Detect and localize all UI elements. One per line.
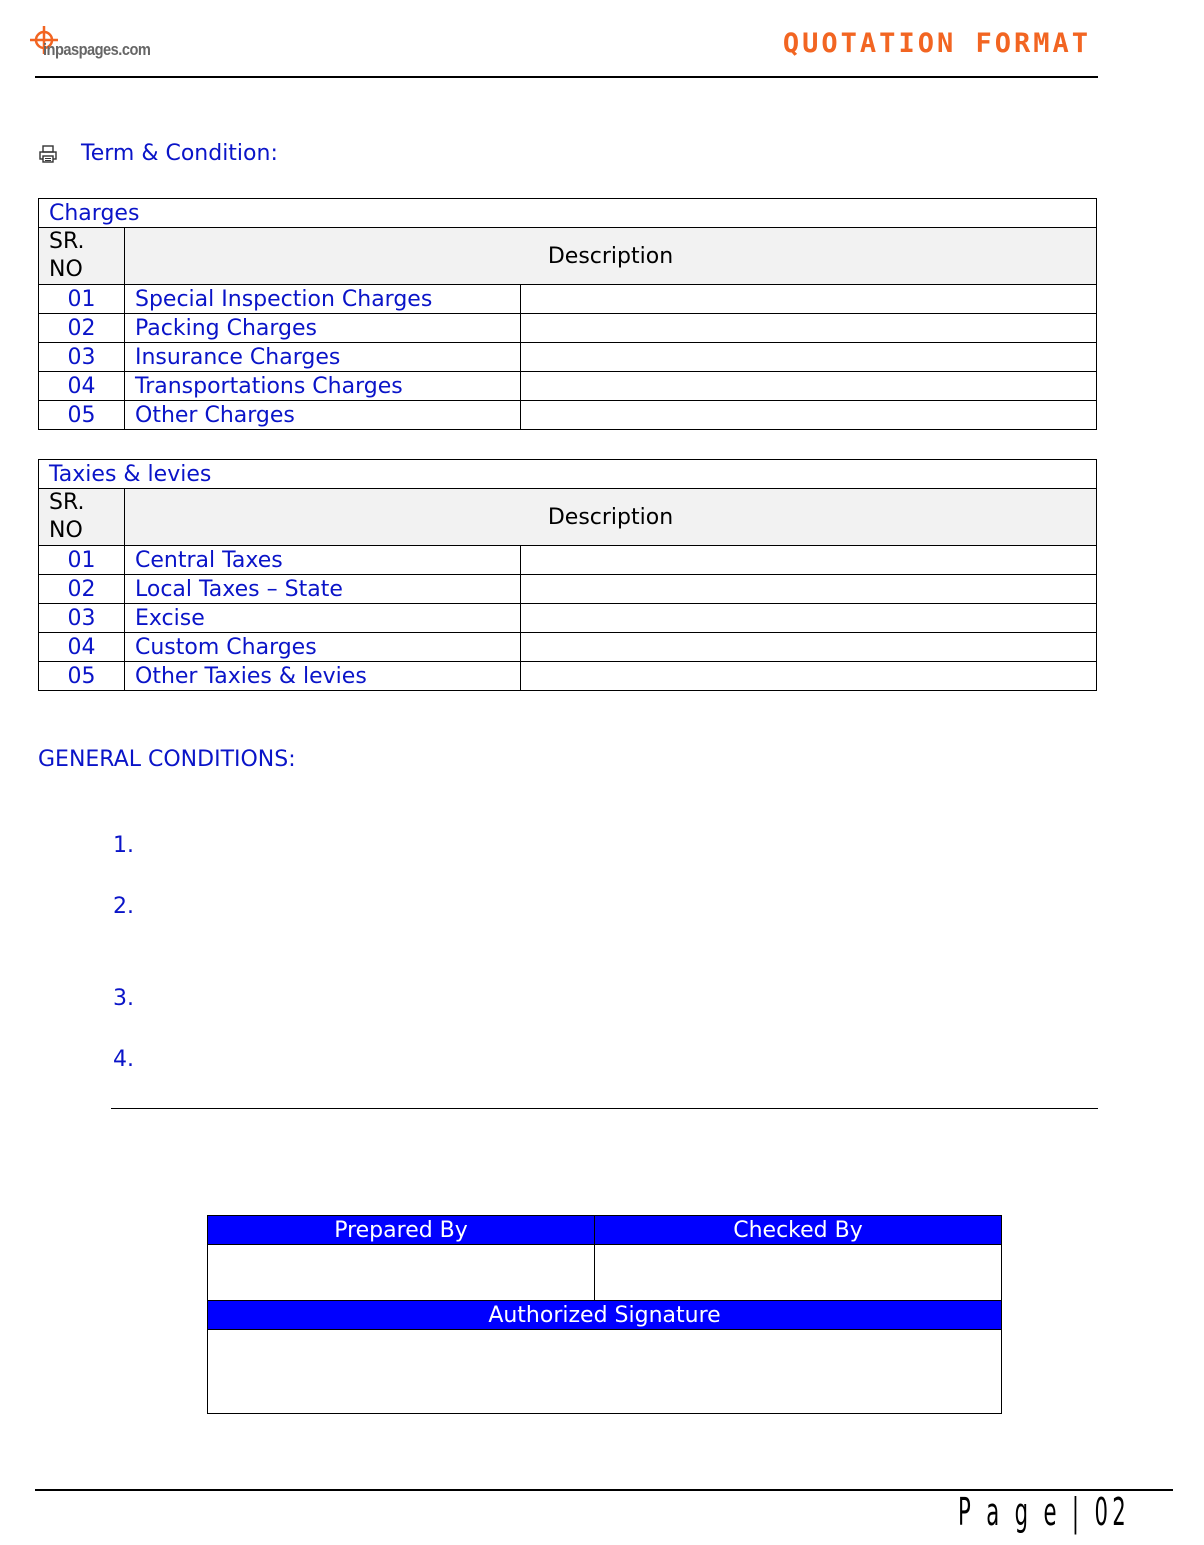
- item-cell: Excise: [125, 604, 521, 633]
- item-cell: Other Charges: [125, 401, 521, 430]
- checked-by-header: Checked By: [595, 1216, 1002, 1245]
- table-row: [39, 662, 1097, 691]
- description-cell[interactable]: [521, 285, 1097, 314]
- conditions-divider: [111, 1108, 1098, 1109]
- item-cell: Custom Charges: [125, 633, 521, 662]
- sr-cell: 04: [39, 633, 125, 662]
- table-row: [39, 575, 1097, 604]
- description-cell[interactable]: [521, 314, 1097, 343]
- condition-item: 3.: [113, 986, 134, 1011]
- description-cell[interactable]: [521, 633, 1097, 662]
- condition-item: 4.: [113, 1047, 134, 1072]
- printer-icon: [38, 144, 58, 164]
- sr-cell: 03: [39, 604, 125, 633]
- prepared-by-field[interactable]: [208, 1245, 595, 1301]
- page-number: P a g e | 02: [958, 1490, 1131, 1534]
- authorized-signature-field[interactable]: [208, 1330, 1002, 1414]
- sr-cell: 01: [39, 285, 125, 314]
- item-cell: Transportations Charges: [125, 372, 521, 401]
- checked-by-field[interactable]: [595, 1245, 1002, 1301]
- item-cell: Packing Charges: [125, 314, 521, 343]
- description-header: Description: [125, 489, 1097, 546]
- description-cell[interactable]: [521, 604, 1097, 633]
- item-cell: Special Inspection Charges: [125, 285, 521, 314]
- table-row: [39, 314, 1097, 343]
- sr-cell: 02: [39, 314, 125, 343]
- header-divider: [35, 76, 1098, 78]
- description-cell[interactable]: [521, 372, 1097, 401]
- sr-no-header: SR. NO: [39, 489, 125, 546]
- sr-cell: 01: [39, 546, 125, 575]
- description-cell[interactable]: [521, 546, 1097, 575]
- description-cell[interactable]: [521, 401, 1097, 430]
- table-row: [39, 285, 1097, 314]
- table-row: [39, 401, 1097, 430]
- terms-heading: Term & Condition:: [81, 141, 278, 166]
- taxes-caption: Taxies & levies: [39, 460, 1097, 489]
- condition-item: 2.: [113, 894, 134, 919]
- general-conditions-heading: GENERAL CONDITIONS:: [38, 747, 296, 772]
- item-cell: Other Taxies & levies: [125, 662, 521, 691]
- item-cell: Local Taxes – State: [125, 575, 521, 604]
- item-cell: Insurance Charges: [125, 343, 521, 372]
- sr-cell: 04: [39, 372, 125, 401]
- sr-cell: 05: [39, 662, 125, 691]
- table-row: [39, 604, 1097, 633]
- table-row: [39, 372, 1097, 401]
- sr-cell: 05: [39, 401, 125, 430]
- table-row: [39, 546, 1097, 575]
- signature-table: [207, 1215, 1002, 1414]
- description-header: Description: [125, 228, 1097, 285]
- prepared-by-header: Prepared By: [208, 1216, 595, 1245]
- item-cell: Central Taxes: [125, 546, 521, 575]
- charges-caption: Charges: [39, 199, 1097, 228]
- charges-table: [38, 198, 1097, 430]
- table-row: [39, 343, 1097, 372]
- document-title: QUOTATION FORMAT: [782, 28, 1091, 59]
- condition-item: 1.: [113, 833, 134, 858]
- description-cell[interactable]: [521, 343, 1097, 372]
- sr-cell: 03: [39, 343, 125, 372]
- taxes-table: [38, 459, 1097, 691]
- table-row: [39, 633, 1097, 662]
- sr-no-header: SR. NO: [39, 228, 125, 285]
- description-cell[interactable]: [521, 662, 1097, 691]
- sr-cell: 02: [39, 575, 125, 604]
- logo-text: inpaspages.com: [43, 40, 151, 59]
- authorized-signature-header: Authorized Signature: [208, 1301, 1002, 1330]
- description-cell[interactable]: [521, 575, 1097, 604]
